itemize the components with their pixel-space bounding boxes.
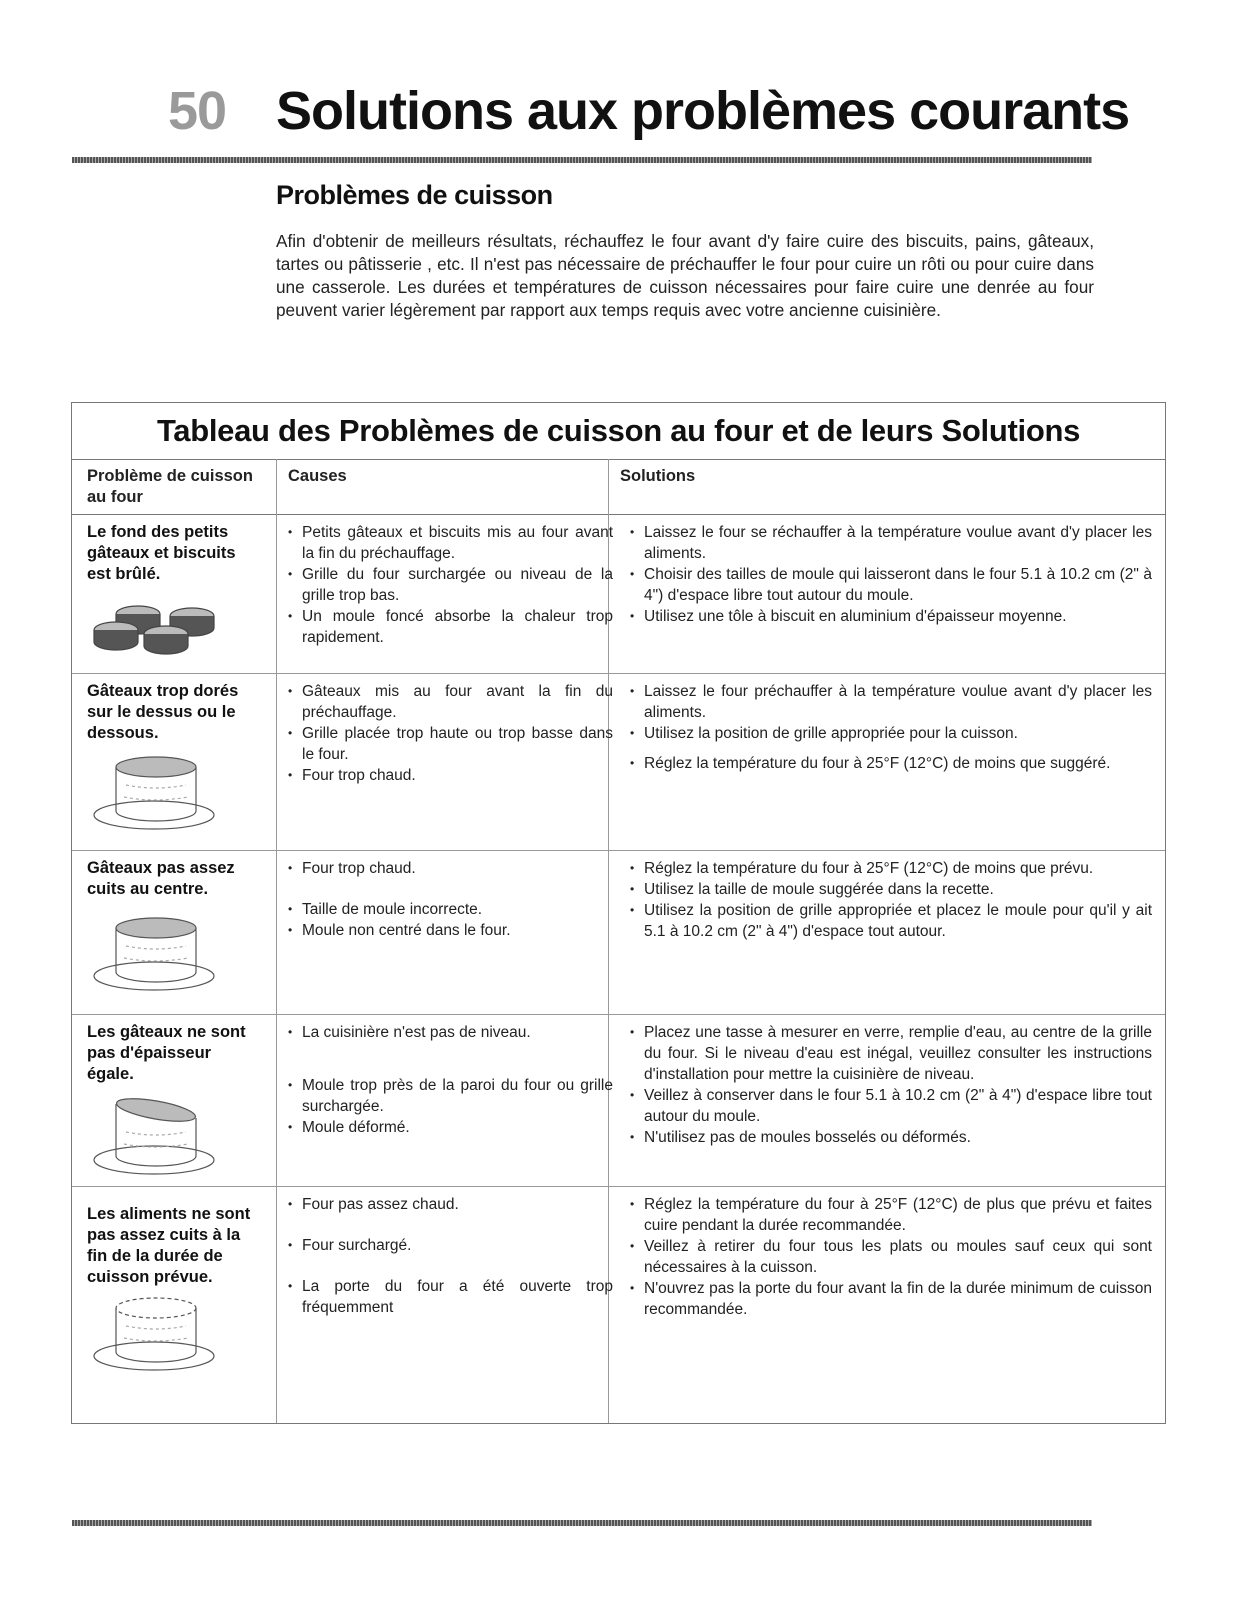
problem-cell: Le fond des petits gâteaux et biscuits est brûlé. (87, 523, 236, 583)
table-row (72, 1186, 1165, 1423)
causes-cell (288, 522, 613, 648)
causes-cell (288, 1194, 613, 1318)
solutions-cell (630, 1022, 1152, 1148)
causes-cell (288, 1022, 613, 1138)
table-title: Tableau des Problèmes de cuisson au four et de leurs Solutions (156, 413, 1081, 448)
cookies-icon (86, 590, 226, 660)
solution-item: • Utilisez la position de grille appropriée pour la cuisson. (630, 723, 1152, 744)
cause-item: • Grille du four surchargée ou niveau de la grille trop bas. (288, 564, 613, 606)
cause-item: • Four trop chaud. (288, 765, 613, 786)
solution-item: • Placez une tasse à mesurer en verre, remplie d'eau, au centre de la grille du four. Si le niveau d'eau est inégal, veuillez consulter les instructions d'installation pour mettre la cuisinière de niveau. (630, 1022, 1152, 1085)
solutions-cell (630, 522, 1152, 627)
cake-icon (86, 906, 216, 996)
causes-cell (288, 681, 613, 786)
cause-item: • La cuisinière n'est pas de niveau. (288, 1022, 613, 1043)
table-row (72, 514, 1165, 674)
table-row (72, 1014, 1165, 1187)
problem-cell: Les aliments ne sont pas assez cuits à la fin de la durée de cuisson prévue. (87, 1205, 251, 1286)
problem-cell: Gâteaux trop dorés sur le dessus ou le dessous. (87, 682, 239, 742)
cause-item: • Petits gâteaux et biscuits mis au four avant la fin du préchauffage. (288, 522, 613, 564)
table-header (72, 459, 1165, 515)
bottom-rule (72, 1520, 1092, 1526)
problem-cell: Gâteaux pas assez cuits au centre. (87, 859, 235, 898)
tilted-cake-icon (86, 1090, 216, 1180)
page-title: Solutions aux problèmes courants (276, 81, 1130, 141)
intro-paragraph: Afin d'obtenir de meilleurs résultats, réchauffez le four avant d'y faire cuire des biscuits, pains, gâteaux, tartes ou pâtisserie , etc. Il n'est pas nécessaire de préchauffer le four pour cuire un rôti ou pour cuire dans une casserole. Les durées et températures de cuisson nécessaires pour faire cuire une denrée au four peuvent varier légèrement par rapport aux temps requis avec votre ancienne cuisinière. (276, 231, 1094, 320)
cause-item: • Moule trop près de la paroi du four ou grille surchargée. (288, 1075, 613, 1117)
solution-item: • Laissez le four préchauffer à la température voulue avant d'y placer les aliments. (630, 681, 1152, 723)
page-number: 50 (168, 81, 227, 141)
problem-cell: Les gâteaux ne sont pas d'épaisseur égale. (87, 1023, 246, 1083)
cause-item: • Taille de moule incorrecte. (288, 899, 613, 920)
solution-item: • Utilisez la taille de moule suggérée dans la recette. (630, 879, 1152, 900)
solution-item: • N'ouvrez pas la porte du four avant la fin de la durée minimum de cuisson recommandée. (630, 1278, 1152, 1320)
solution-item: • Réglez la température du four à 25°F (12°C) de moins que prévu. (630, 858, 1152, 879)
header-causes: Causes (288, 467, 347, 485)
causes-cell (288, 858, 613, 941)
cause-item: • Four surchargé. (288, 1235, 613, 1256)
solution-item: • Choisir des tailles de moule qui laisseront dans le four 5.1 à 10.2 cm (2" à 4") d'espace libre tout autour du moule. (630, 564, 1152, 606)
table-row (72, 850, 1165, 1015)
solution-item: • Réglez la température du four à 25°F (12°C) de plus que prévu et faites cuire pendant la durée recommandée. (630, 1194, 1152, 1236)
top-rule (72, 157, 1092, 163)
table-row (72, 673, 1165, 851)
cause-item: • Moule déformé. (288, 1117, 613, 1138)
cake-icon (86, 1286, 216, 1376)
solutions-cell (630, 858, 1152, 942)
cause-item: • Four trop chaud. (288, 858, 613, 879)
cause-item: • Four pas assez chaud. (288, 1194, 613, 1215)
cake-icon (86, 745, 216, 835)
solution-item: • Veillez à retirer du four tous les plats ou moules sauf ceux qui sont nécessaires à la cuisson. (630, 1236, 1152, 1278)
troubleshooting-table (71, 402, 1166, 1424)
cause-item: • La porte du four a été ouverte trop fréquemment (288, 1276, 613, 1318)
solution-item: • Veillez à conserver dans le four 5.1 à 10.2 cm (2" à 4") d'espace libre tout autour du moule. (630, 1085, 1152, 1127)
solutions-cell (630, 681, 1152, 774)
solution-item: • Réglez la température du four à 25°F (12°C) de moins que suggéré. (630, 753, 1152, 774)
section-heading: Problèmes de cuisson (276, 180, 553, 210)
cause-item: • Grille placée trop haute ou trop basse dans le four. (288, 723, 613, 765)
solution-item: • Utilisez la position de grille appropriée et placez le moule pour qu'il y ait 5.1 à 10.2 cm (2" à 4") d'espace tout autour. (630, 900, 1152, 942)
solution-item: • N'utilisez pas de moules bosselés ou déformés. (630, 1127, 1152, 1148)
header-problem: Problème de cuisson au four (87, 467, 253, 506)
solution-item: • Utilisez une tôle à biscuit en aluminium d'épaisseur moyenne. (630, 606, 1152, 627)
solutions-cell (630, 1194, 1152, 1320)
solution-item: • Laissez le four se réchauffer à la température voulue avant d'y placer les aliments. (630, 522, 1152, 564)
cause-item: • Gâteaux mis au four avant la fin du préchauffage. (288, 681, 613, 723)
cause-item: • Un moule foncé absorbe la chaleur trop rapidement. (288, 606, 613, 648)
header-solutions: Solutions (620, 467, 696, 485)
cause-item: • Moule non centré dans le four. (288, 920, 613, 941)
